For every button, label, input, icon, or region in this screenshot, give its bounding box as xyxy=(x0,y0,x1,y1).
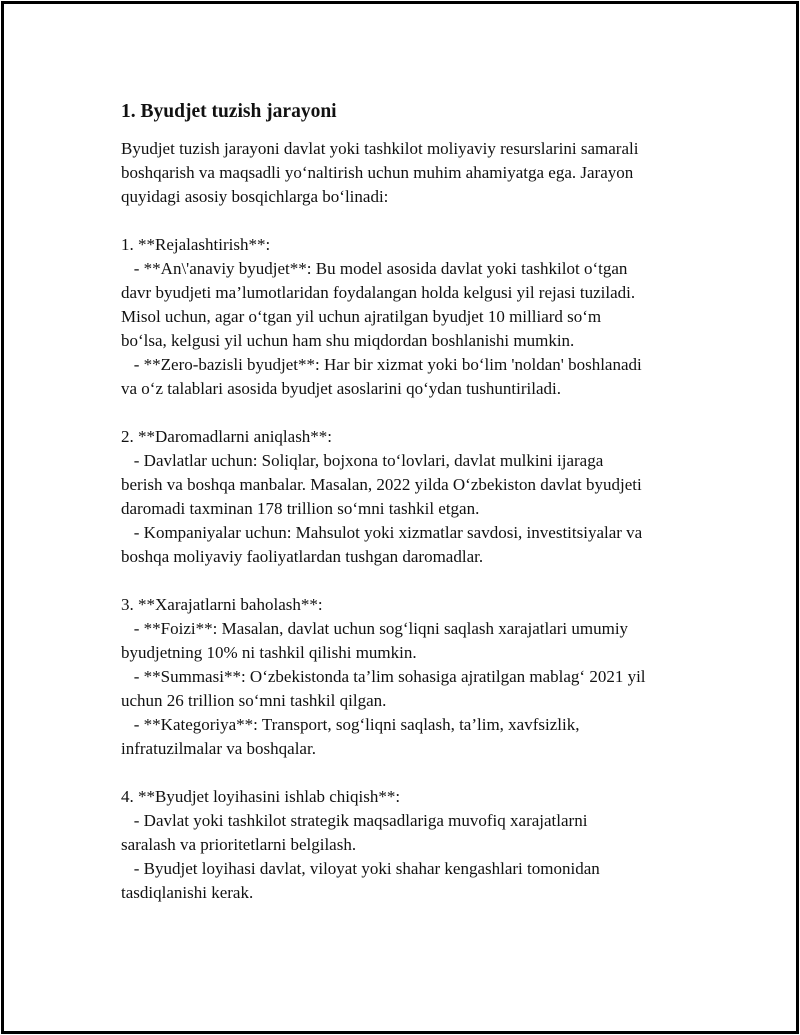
text-line: bo‘lsa, kelgusi yil uchun ham shu miqdordan boshlanishi mumkin. xyxy=(121,331,575,350)
paragraph-gap xyxy=(121,569,701,593)
text-line: - **Kategoriya**: Transport, sog‘liqni saqlash, ta’lim, xavfsizlik, xyxy=(121,715,580,734)
text-line: 2. **Daromadlarni aniqlash**: xyxy=(121,427,333,446)
step-loyiha xyxy=(121,785,701,905)
text-line: saralash va prioritetlarni belgilash. xyxy=(121,835,357,854)
text-line: tasdiqlanishi kerak. xyxy=(121,883,254,902)
text-line: - **Foizi**: Masalan, davlat uchun sog‘liqni saqlash xarajatlari umumiy xyxy=(121,619,629,638)
text-line: - **Summasi**: O‘zbekistonda ta’lim sohasiga ajratilgan mablag‘ 2021 yil xyxy=(121,667,646,686)
document-body xyxy=(121,99,701,905)
text-line: daromadi taxminan 178 trillion so‘mni tashkil etgan. xyxy=(121,499,480,518)
text-line: - Davlatlar uchun: Soliqlar, bojxona to‘lovlari, davlat mulkini ijaraga xyxy=(121,451,604,470)
text-line: byudjetning 10% ni tashkil qilishi mumkin. xyxy=(121,643,417,662)
step-daromadlar xyxy=(121,425,701,569)
text-line: Misol uchun, agar o‘tgan yil uchun ajratilgan byudjet 10 milliard so‘m xyxy=(121,307,602,326)
text-line: - **Zero-bazisli byudjet**: Har bir xizmat yoki bo‘lim 'noldan' boshlanadi xyxy=(121,355,642,374)
text-line: quyidagi asosiy bosqichlarga bo‘linadi: xyxy=(121,187,389,206)
step-xarajatlar xyxy=(121,593,701,761)
step-rejalashtirish xyxy=(121,233,701,401)
text-line: 4. **Byudjet loyihasini ishlab chiqish**: xyxy=(121,787,401,806)
text-line: - Davlat yoki tashkilot strategik maqsadlariga muvofiq xarajatlarni xyxy=(121,811,588,830)
paragraph-gap xyxy=(121,761,701,785)
text-line: uchun 26 trillion so‘mni tashkil qilgan. xyxy=(121,691,387,710)
text-line: berish va boshqa manbalar. Masalan, 2022 yilda O‘zbekiston davlat byudjeti xyxy=(121,475,642,494)
paragraph-gap xyxy=(121,401,701,425)
text-line: - Kompaniyalar uchun: Mahsulot yoki xizmatlar savdosi, investitsiyalar va xyxy=(121,523,643,542)
text-line: boshqarish va maqsadli yo‘naltirish uchun muhim ahamiyatga ega. Jarayon xyxy=(121,163,634,182)
text-line: - **An\'anaviy byudjet**: Bu model asosida davlat yoki tashkilot o‘tgan xyxy=(121,259,628,278)
text-line: Byudjet tuzish jarayoni davlat yoki tashkilot moliyaviy resurslarini samarali xyxy=(121,139,639,158)
section-heading: 1. Byudjet tuzish jarayoni xyxy=(121,101,337,122)
text-line: davr byudjeti ma’lumotlaridan foydalangan holda kelgusi yil rejasi tuziladi. xyxy=(121,283,636,302)
text-line: - Byudjet loyihasi davlat, viloyat yoki shahar kengashlari tomonidan xyxy=(121,859,600,878)
text-line: va o‘z talablari asosida byudjet asoslarini qo‘ydan tushuntiriladi. xyxy=(121,379,561,398)
text-line: 1. **Rejalashtirish**: xyxy=(121,235,271,254)
text-line: infratuzilmalar va boshqalar. xyxy=(121,739,316,758)
intro-paragraph xyxy=(121,137,701,209)
text-line: 3. **Xarajatlarni baholash**: xyxy=(121,595,323,614)
paragraph-gap xyxy=(121,209,701,233)
page-frame xyxy=(1,1,799,1034)
text-line: boshqa moliyaviy faoliyatlardan tushgan daromadlar. xyxy=(121,547,484,566)
